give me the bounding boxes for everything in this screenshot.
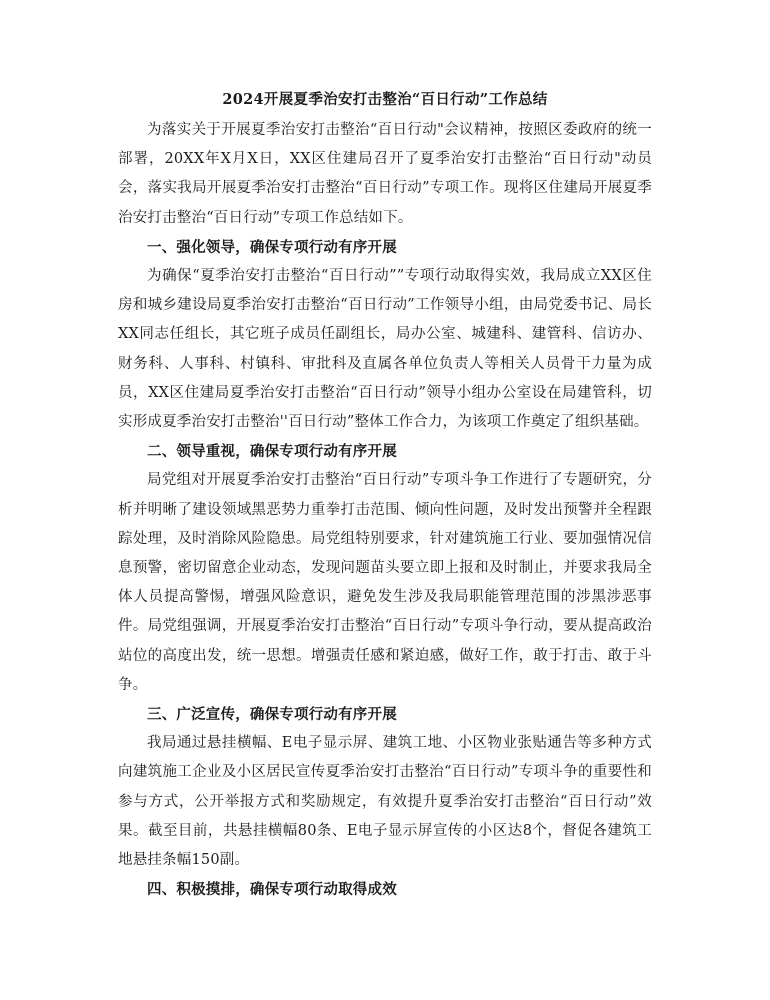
section-1-paragraph: 为确保“夏季治安打击整治“百日行动””专项行动取得实效，我局成立XX区住房和城乡建设局夏季治安打击整治“百日行动”工作领导小组，由局党委书记、局长XX同志任组长，其它班子成员任副组长，局办公室、城建科、建管科、信访办、财务科、人事科、村镇科、审批科及直属各单位负责人等相关人员骨干力量为成员，XX区住建局夏季治安打击整治“百日行动”领导小组办公室设在局建管科，切实形成夏季治安打击整治''百日行动”整体工作合力，为该项工作奠定了组织基础。 bbox=[118, 268, 652, 431]
section-heading-4: 四、积极摸排，确保专项行动取得成效 bbox=[147, 881, 397, 899]
section-heading-2: 二、领导重视，确保专项行动有序开展 bbox=[147, 443, 397, 461]
document-body bbox=[118, 88, 652, 904]
intro-paragraph: 为落实关于开展夏季治安打击整治“百日行动"会议精神，按照区委政府的统一部署，20XX年X月X日，XX区住建局召开了夏季治安打击整治“百日行动"动员会，落实我局开展夏季治安打击整治“百日行动”专项工作。现将区住建局开展夏季治安打击整治“百日行动”专项工作总结如下。 bbox=[118, 122, 652, 226]
section-2-paragraph: 局党组对开展夏季治安打击整治“百日行动”专项斗争工作进行了专题研究，分析并明晰了建设领域黑恶势力重拳打击范围、倾向性问题，及时发出预警并全程跟踪处理，及时消除风险隐患。局党组特别要求，针对建筑施工行业、要加强情况信息预警，密切留意企业动态，发现问题苗头要立即上报和及时制止，并要求我局全体人员提高警惕，增强风险意识，避免发生涉及我局职能管理范围的涉黑涉恶事件。局党组强调，开展夏季治安打击整治“百日行动”专项斗争行动，要从提高政治站位的高度出发，统一思想。增强责任感和紧迫感，做好工作，敢于打击、敢于斗争。 bbox=[118, 472, 652, 693]
document-title: 2024开展夏季治安打击整治“百日行动”工作总结 bbox=[222, 91, 548, 108]
section-heading-1: 一、强化领导，确保专项行动有序开展 bbox=[147, 238, 397, 256]
section-heading-3: 三、广泛宣传，确保专项行动有序开展 bbox=[147, 706, 397, 724]
section-3-paragraph: 我局通过悬挂横幅、E电子显示屏、建筑工地、小区物业张贴通告等多种方式向建筑施工企业及小区居民宣传夏季治安打击整治“百日行动”专项斗争的重要性和参与方式，公开举报方式和奖励规定，有效提升夏季治安打击整治“百日行动”效果。截至目前，共悬挂横幅80条、E电子显示屏宣传的小区达8个，督促各建筑工地悬挂条幅150副。 bbox=[118, 735, 652, 869]
